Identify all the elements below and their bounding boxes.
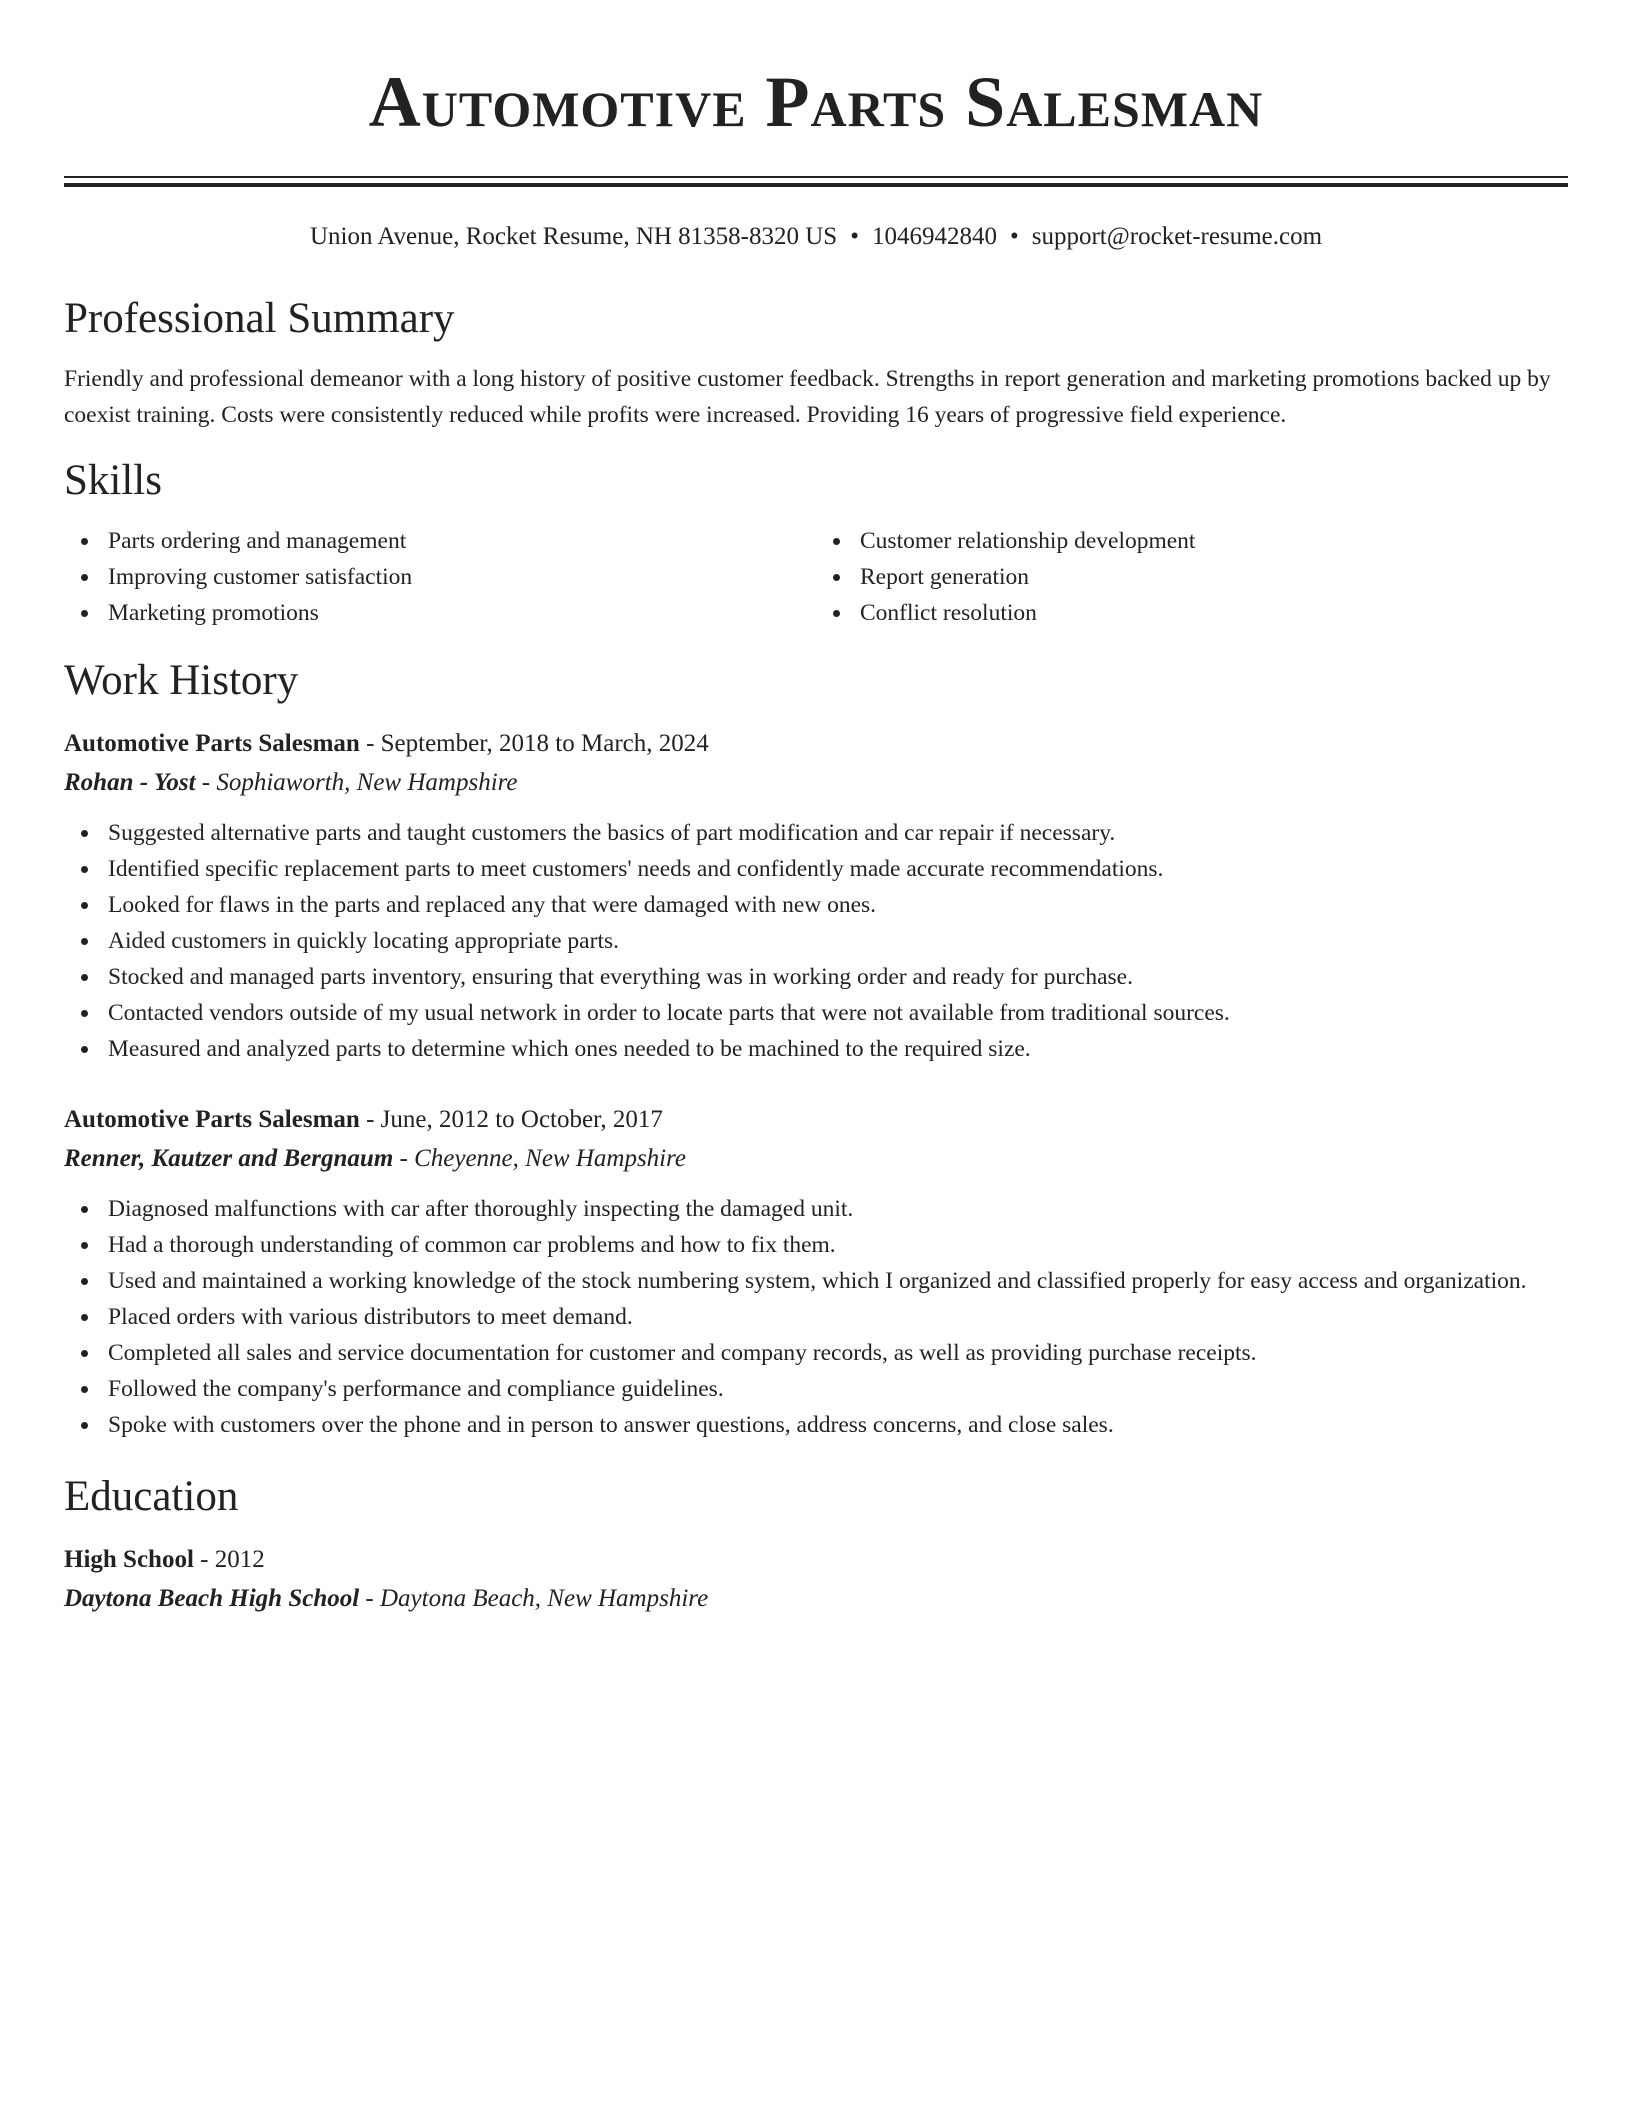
dash: - xyxy=(359,1585,380,1612)
contact-phone: 1046942840 xyxy=(871,223,997,250)
summary-text: Friendly and professional demeanor with a long history of positive customer feedback. Strengths in report generation and marketing promotions backed up by coexist training. Costs were consistently reduced while profits were increased. Providing 16 years of progressive field experience. xyxy=(64,366,1551,428)
skills-heading: Skills xyxy=(64,457,162,504)
education-entry xyxy=(64,1541,1568,1619)
company-line xyxy=(64,1139,1568,1179)
job-duty-item: Aided customers in quickly locating appropriate parts. xyxy=(64,923,1568,959)
skill-item: Parts ordering and management xyxy=(64,523,816,559)
job-entry xyxy=(64,725,1568,1067)
job-dates: June, 2012 to October, 2017 xyxy=(380,1106,663,1133)
work-history-heading: Work History xyxy=(64,657,299,704)
skill-item: Customer relationship development xyxy=(816,523,1568,559)
company-name: Rohan - Yost xyxy=(64,769,196,796)
skill-item: Improving customer satisfaction xyxy=(64,559,816,595)
job-duties xyxy=(64,1191,1568,1443)
job-duty-item: Contacted vendors outside of my usual network in order to locate parts that were not available from traditional sources. xyxy=(64,995,1568,1031)
contact-separator: • xyxy=(1009,223,1019,250)
skill-item: Conflict resolution xyxy=(816,595,1568,631)
degree: High School xyxy=(64,1546,194,1573)
contact-email: support@rocket-resume.com xyxy=(1031,223,1323,250)
company-location: Sophiaworth, New Hampshire xyxy=(216,769,518,796)
job-duty-item: Identified specific replacement parts to meet customers' needs and confidently made accurate recommendations. xyxy=(64,851,1568,887)
graduation-year: 2012 xyxy=(214,1546,265,1573)
skills-list xyxy=(64,523,1568,631)
contact-info xyxy=(64,221,1568,253)
skill-item: Marketing promotions xyxy=(64,595,816,631)
skill-item: Report generation xyxy=(816,559,1568,595)
job-title-line xyxy=(64,725,1568,763)
education-heading: Education xyxy=(64,1473,239,1520)
job-title: Automotive Parts Salesman xyxy=(64,1106,360,1133)
job-title-line xyxy=(64,1101,1568,1139)
title-divider-thick xyxy=(64,183,1568,187)
degree-line xyxy=(64,1541,1568,1579)
summary-heading: Professional Summary xyxy=(64,295,455,342)
school-location: Daytona Beach, New Hampshire xyxy=(380,1585,709,1612)
job-duty-item: Placed orders with various distributors to meet demand. xyxy=(64,1299,1568,1335)
job-duty-item: Stocked and managed parts inventory, ensuring that everything was in working order and ready for purchase. xyxy=(64,959,1568,995)
job-title: Automotive Parts Salesman xyxy=(64,730,360,757)
contact-separator: • xyxy=(850,223,859,250)
job-duty-item: Completed all sales and service documentation for customer and company records, as well as providing purchase receipts. xyxy=(64,1335,1568,1371)
job-duty-item: Measured and analyzed parts to determine which ones needed to be machined to the required size. xyxy=(64,1031,1568,1067)
dash: - xyxy=(193,1546,215,1573)
job-duty-item: Followed the company's performance and compliance guidelines. xyxy=(64,1371,1568,1407)
school-name: Daytona Beach High School xyxy=(64,1585,360,1612)
dash: - xyxy=(359,1106,381,1133)
skills-column-right xyxy=(816,523,1568,631)
school-line xyxy=(64,1579,1568,1619)
job-duties xyxy=(64,815,1568,1067)
company-location: Cheyenne, New Hampshire xyxy=(414,1145,687,1172)
job-entry xyxy=(64,1101,1568,1443)
skills-column-left xyxy=(64,523,816,631)
job-duty-item: Spoke with customers over the phone and in person to answer questions, address concerns, and close sales. xyxy=(64,1407,1568,1443)
dash: - xyxy=(393,1145,415,1172)
job-duty-item: Diagnosed malfunctions with car after thoroughly inspecting the damaged unit. xyxy=(64,1191,1568,1227)
dash: - xyxy=(359,730,381,757)
title-divider-thin xyxy=(64,176,1568,178)
company-line xyxy=(64,763,1568,803)
job-duty-item: Used and maintained a working knowledge of the stock numbering system, which I organized and classified properly for easy access and organization. xyxy=(64,1263,1568,1299)
dash: - xyxy=(195,769,217,796)
contact-address: Union Avenue, Rocket Resume, NH 81358-8320 US xyxy=(309,223,838,250)
job-dates: September, 2018 to March, 2024 xyxy=(380,730,709,757)
company-name: Renner, Kautzer and Bergnaum xyxy=(64,1145,394,1172)
job-duty-item: Had a thorough understanding of common car problems and how to fix them. xyxy=(64,1227,1568,1263)
resume-title: Automotive Parts Salesman xyxy=(368,62,1264,142)
job-duty-item: Suggested alternative parts and taught customers the basics of part modification and car repair if necessary. xyxy=(64,815,1568,851)
job-duty-item: Looked for flaws in the parts and replaced any that were damaged with new ones. xyxy=(64,887,1568,923)
